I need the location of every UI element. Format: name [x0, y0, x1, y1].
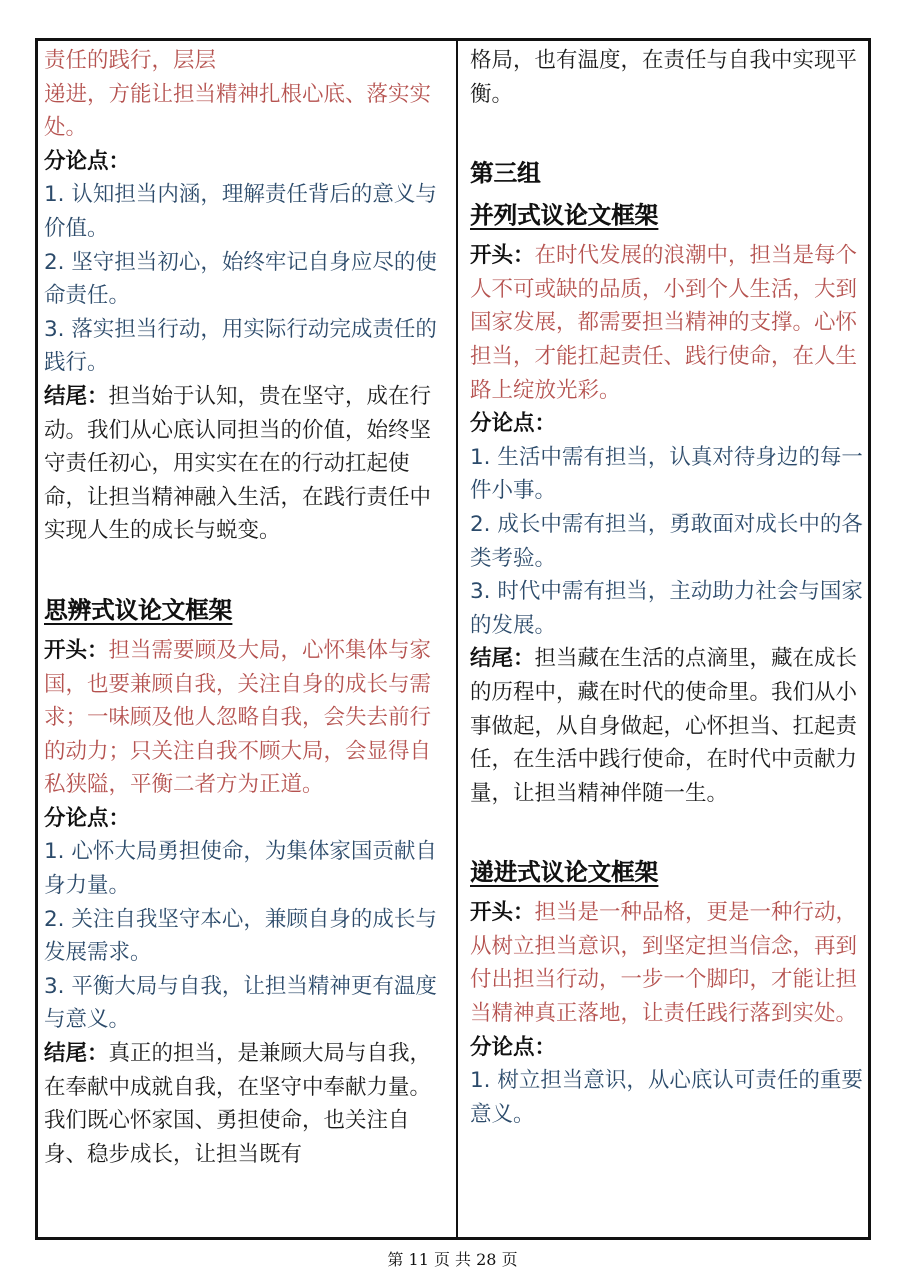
left-column [44, 44, 442, 1171]
intro-continuation-line2: 递进，方能让担当精神扎根心底、落实实处。 [44, 81, 432, 141]
opening-label: 开头： [44, 637, 109, 663]
points-label: 分论点： [470, 411, 557, 437]
ending-text: 真正的担当，是兼顾大局与自我，在奉献中成就自我，在坚守中奉献力量。我们既心怀家国、勇担使命，也关注自身、稳步成长，让担当既有 [44, 1041, 432, 1167]
ending-text: 担当始于认知，贵在坚守，成在行动。我们从心底认同担当的价值，始终坚守责任初心，用实实在在的行动扛起使命，让担当精神融入生活，在践行责任中实现人生的成长与蜕变。 [44, 383, 432, 544]
opening-paragraph [470, 896, 868, 1030]
point-item: 2. 关注自我坚守本心，兼顾自身的成长与发展需求。 [44, 906, 437, 966]
ending-label: 结尾： [44, 1041, 109, 1067]
point-item: 1. 心怀大局勇担使命，为集体家国贡献自身力量。 [44, 839, 437, 899]
ending-continuation: 格局，也有温度，在责任与自我中实现平衡。 [470, 48, 858, 107]
point-item: 2. 坚守担当初心，始终牢记自身应尽的使命责任。 [44, 249, 437, 309]
section-heading-parallel: 并列式议论文框架 [470, 201, 658, 230]
ending-paragraph [44, 380, 442, 548]
points-label: 分论点： [44, 805, 131, 831]
opening-label: 开头： [470, 900, 535, 926]
ending-label: 结尾： [44, 383, 109, 409]
point-item: 3. 平衡大局与自我，让担当精神更有温度与意义。 [44, 973, 437, 1033]
ending-paragraph [470, 642, 868, 810]
page-number: 第 11 页 共 28 页 [387, 1250, 518, 1269]
opening-text: 在时代发展的浪潮中，担当是每个人不可或缺的品质，小到个人生活，大到国家发展，都需要担当精神的支撑。心怀担当，才能扛起责任、践行使命，在人生路上绽放光彩。 [470, 243, 858, 403]
point-item: 2. 成长中需有担当，勇敢面对成长中的各类考验。 [470, 511, 863, 571]
right-column [470, 44, 868, 1131]
ending-label: 结尾： [470, 646, 535, 672]
point-item: 1. 树立担当意识，从心底认可责任的重要意义。 [470, 1068, 863, 1127]
points-label: 分论点： [44, 148, 131, 174]
opening-text: 担当是一种品格，更是一种行动，从树立担当意识，到坚定担当信念，再到付出担当行动，一步一个脚印，才能让担当精神真正落地，让责任践行落到实处。 [470, 900, 858, 1027]
ending-paragraph [44, 1037, 442, 1171]
opening-paragraph [470, 239, 868, 407]
point-item: 1. 生活中需有担当，认真对待身边的每一件小事。 [470, 444, 863, 504]
point-item: 1. 认知担当内涵，理解责任背后的意义与价值。 [44, 182, 437, 241]
points-label: 分论点： [470, 1034, 557, 1060]
opening-paragraph [44, 634, 442, 802]
opening-text: 担当需要顾及大局，心怀集体与家国，也要兼顾自我，关注自身的成长与需求；一味顾及他人忽略自我，会失去前行的动力；只关注自我不顾大局，会显得自私狭隘，平衡二者方为正道。 [44, 637, 432, 798]
point-item: 3. 落实担当行动，用实际行动完成责任的践行。 [44, 316, 437, 376]
intro-continuation-line1: 责任的践行，层层 [44, 48, 217, 73]
point-item: 3. 时代中需有担当，主动助力社会与国家的发展。 [470, 579, 863, 638]
opening-label: 开头： [470, 243, 535, 269]
section-heading-progressive: 递进式议论文框架 [470, 858, 658, 887]
ending-text: 担当藏在生活的点滴里，藏在成长的历程中，藏在时代的使命里。我们从小事做起，从自身做起，心怀担当、扛起责任，在生活中践行使命，在时代中贡献力量，让担当精神伴随一生。 [470, 646, 858, 806]
group-title: 第三组 [470, 159, 541, 188]
column-divider [456, 38, 458, 1240]
section-heading-speculative: 思辨式议论文框架 [44, 595, 232, 624]
